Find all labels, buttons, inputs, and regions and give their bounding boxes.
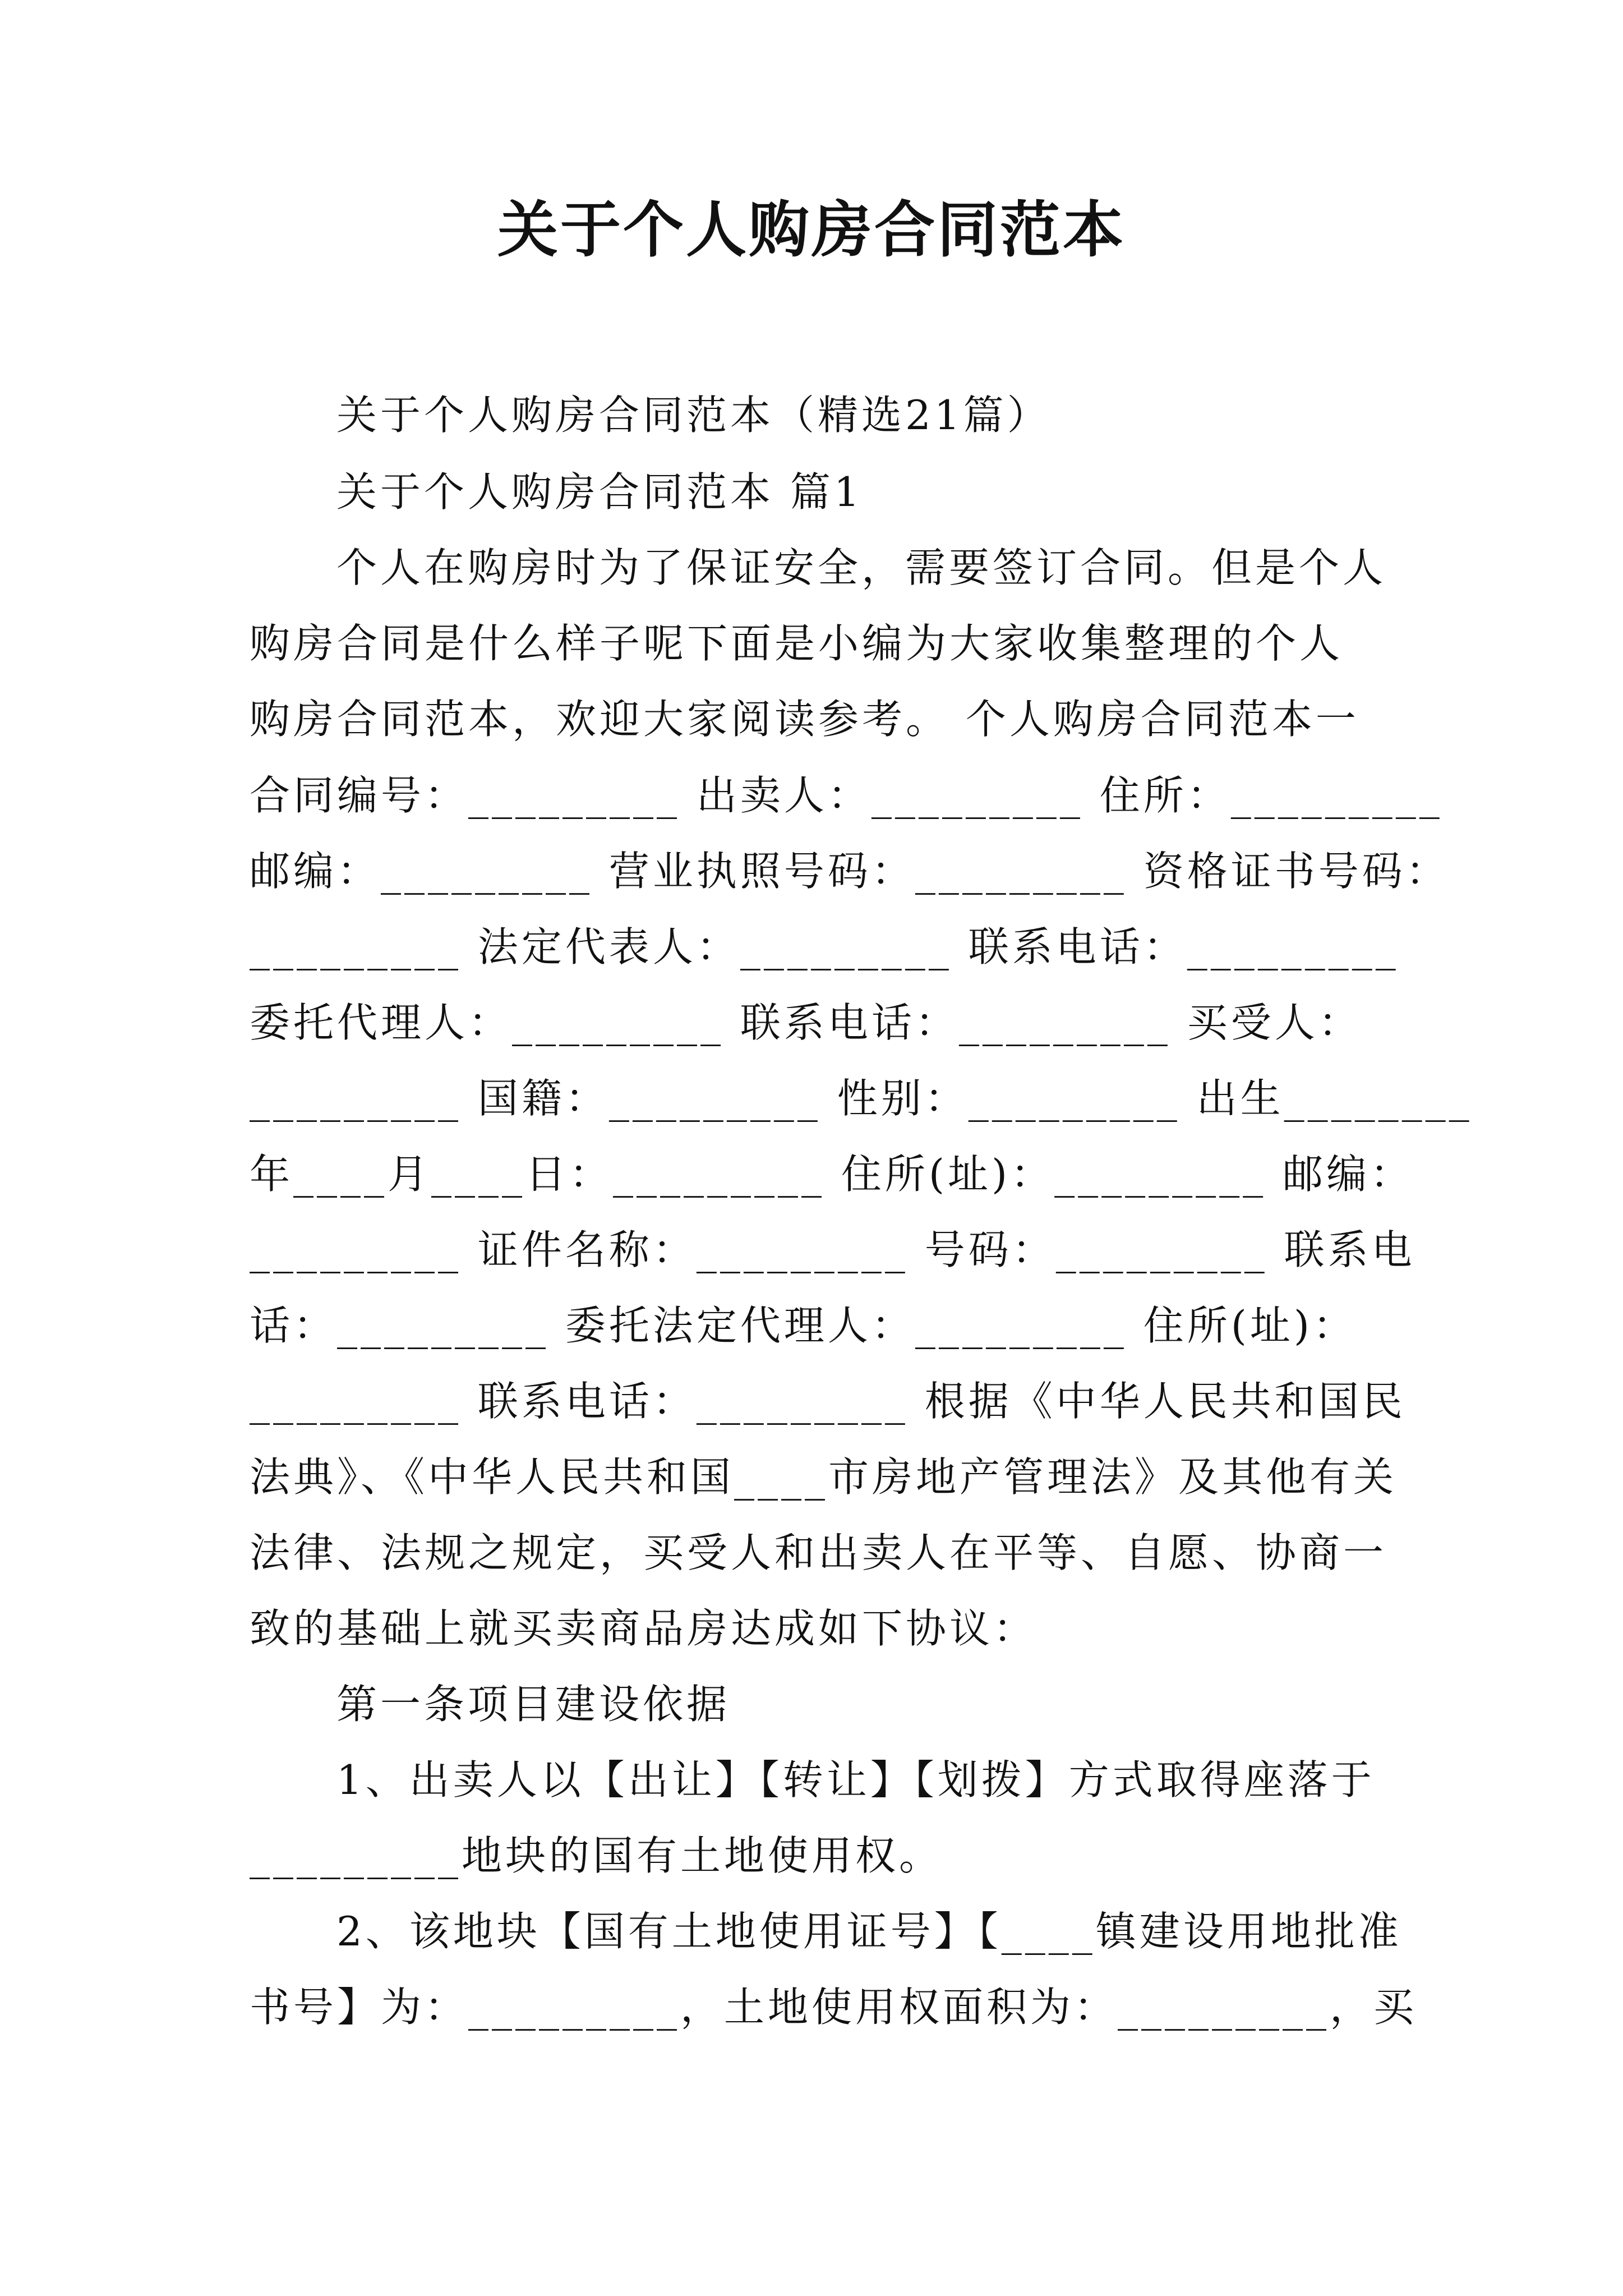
- contract-field-line: _________ 联系电话：_________ 根据《中华人民共和国民: [250, 1378, 1406, 1425]
- contract-field-line: 委托代理人：_________ 联系电话：_________ 买受人：: [250, 999, 1362, 1046]
- contract-field-line: 合同编号：_________ 出卖人：_________ 住所：_________: [250, 772, 1443, 819]
- paragraph-line: 购房合同是什么样子呢下面是小编为大家收集整理的个人: [250, 620, 1344, 667]
- paragraph-line: 个人在购房时为了保证安全，需要签订合同。但是个人: [336, 544, 1387, 591]
- paragraph-line: 购房合同范本，欢迎大家阅读参考。 个人购房合同范本一: [250, 696, 1359, 743]
- paragraph-line: _________地块的国有土地使用权。: [250, 1832, 943, 1879]
- document-title: 关于个人购房合同范本: [497, 195, 1126, 265]
- section-heading: 关于个人购房合同范本 篇1: [336, 468, 863, 516]
- subtitle-line: 关于个人购房合同范本（精选21篇）: [336, 392, 1051, 439]
- contract-field-line: _________ 证件名称：_________ 号码：_________ 联系电: [250, 1226, 1415, 1273]
- paragraph-line: 致的基础上就买卖商品房达成如下协议：: [250, 1605, 1038, 1652]
- paragraph-line: 书号】为：_________，土地使用权面积为：_________，买: [250, 1984, 1418, 2031]
- paragraph-line: 法典》、《中华人民共和国____市房地产管理法》及其他有关: [250, 1453, 1398, 1501]
- contract-field-line: _________ 法定代表人：_________ 联系电话：_________: [250, 923, 1399, 970]
- paragraph-line: 1、出卖人以【出让】【转让】【划拨】方式取得座落于: [336, 1756, 1375, 1803]
- contract-field-line: 话：_________ 委托法定代理人：_________ 住所(址)：: [250, 1302, 1357, 1349]
- contract-field-line: _________ 国籍：_________ 性别：_________ 出生________: [250, 1075, 1473, 1122]
- contract-field-line: 邮编：_________ 营业执照号码：_________ 资格证书号码：: [250, 848, 1450, 895]
- article-heading: 第一条项目建设依据: [336, 1681, 731, 1728]
- paragraph-line: 法律、法规之规定，买受人和出卖人在平等、自愿、协商一: [250, 1529, 1387, 1576]
- paragraph-line: 2、该地块【国有土地使用证号】【____镇建设用地批准: [336, 1908, 1402, 1955]
- contract-field-line: 年____月____日：_________ 住所(址)：_________ 邮编：: [250, 1151, 1414, 1198]
